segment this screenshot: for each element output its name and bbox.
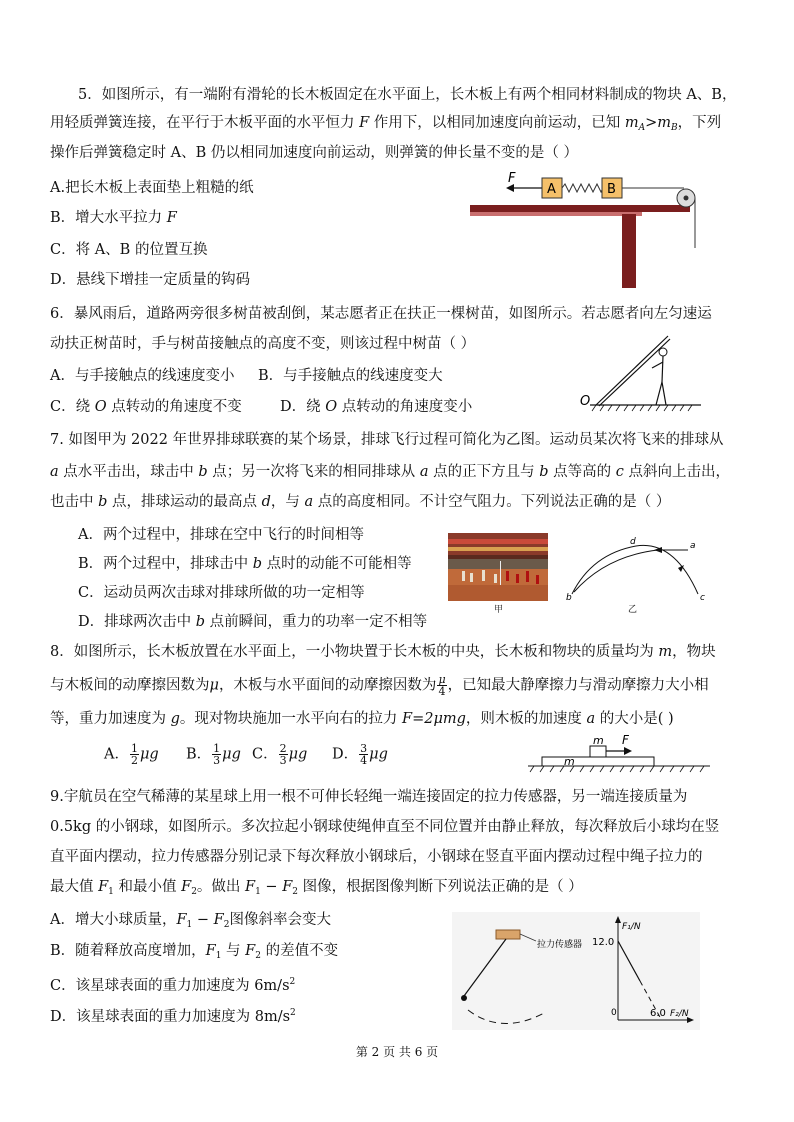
- q8-text: 等，重力加速度为: [50, 711, 171, 727]
- q7-caption-yi: 乙: [628, 605, 638, 615]
- q6-tree: [596, 336, 668, 405]
- q7-text: 点的高度相同。不计空气阻力。下列说法正确的是（ ）: [313, 494, 671, 510]
- q7-sym: b: [98, 494, 108, 510]
- q5-table-leg: [622, 214, 636, 288]
- q8-line-1: [50, 642, 716, 662]
- q9-force-sensor: [496, 930, 520, 939]
- q8-text: 8．如图所示，长木板放置在水平面上，一小物块置于长木板的中央，长木板和物块的质量均为: [50, 644, 659, 660]
- q7-option-b: [78, 554, 412, 574]
- q8-opt-frac: [212, 743, 221, 766]
- q5-option-a: A.把长木板上表面垫上粗糙的纸: [50, 180, 254, 196]
- q7-caption-jia: 甲: [494, 605, 504, 615]
- q8-option-c: [252, 743, 307, 766]
- q8-text: ，已知最大静摩擦力与滑动摩擦力大小相: [447, 677, 709, 694]
- q7-sym: a: [304, 494, 314, 510]
- q7-path-ab: [574, 550, 688, 592]
- q8-sym: m: [658, 644, 673, 660]
- q9-text: 与: [221, 943, 246, 959]
- q6-person: [659, 348, 667, 356]
- q8-sym: a: [586, 711, 596, 727]
- q9-sym: F: [245, 943, 256, 959]
- q8-frac-num: μ: [438, 673, 446, 686]
- q8-frac-den: 3: [213, 754, 221, 767]
- q9-option-b: [50, 941, 338, 966]
- q8-opt-tail: μg: [288, 746, 308, 763]
- q9-sym: F: [176, 912, 187, 928]
- q9-line-1: 9.宇航员在空气稀薄的某星球上用一根不可伸长轻绳一端连接固定的拉力传感器，另一端连接质量为: [50, 789, 688, 805]
- q5-fig-f: F: [508, 171, 516, 186]
- q7-sym: a: [419, 464, 429, 480]
- q9-sym: F: [205, 943, 216, 959]
- q5-line-3: 操作后弹簧稳定时 A、B 仍以相同加速度向前运动，则弹簧的伸长量不变的是（ ）: [50, 145, 578, 161]
- q5-mass-symbol: m: [624, 115, 639, 131]
- page-footer: 第 2 页 共 6 页: [355, 1045, 439, 1059]
- q7-line-2: [50, 462, 730, 482]
- q7-path-cdb: [572, 545, 698, 594]
- q9-minus: −: [192, 912, 214, 928]
- q7-sym: b: [198, 464, 208, 480]
- q6-option-b: B．与手接触点的线速度变大: [258, 368, 443, 384]
- q9-sym: F: [181, 879, 192, 895]
- q5-option-b-f: F: [166, 210, 177, 226]
- q8-line-2: [50, 674, 709, 697]
- q8-frac-den: 2: [130, 754, 138, 767]
- q7-sym: b: [252, 556, 263, 572]
- q5-sub-a: A: [638, 123, 646, 133]
- q5-option-b: [50, 208, 177, 228]
- q5-option-b-text: B．增大水平拉力: [50, 210, 167, 226]
- q5-sub-b: B: [671, 123, 678, 133]
- q9-line-4: [50, 877, 583, 902]
- q8-opt-tail: μg: [369, 746, 388, 763]
- q8-text: 。现对物块施加一水平向右的拉力: [179, 711, 403, 727]
- q8-sym: μ: [209, 677, 219, 694]
- q8-fraction-mu-4: [437, 674, 446, 697]
- q9-line-3: 直平面内摆动，拉力传感器分别记录下每次释放小钢球后，小钢球在竖直平面内摆动过程中绳子拉力的: [50, 849, 703, 865]
- q5-option-c: C．将 A、B 的位置互换: [50, 242, 208, 258]
- q8-opt-label: C．: [252, 746, 278, 763]
- q6-o: O: [94, 399, 107, 415]
- q9-text: 最大值: [50, 879, 99, 895]
- q8-opt-frac: [359, 743, 368, 766]
- q8-long-board: [542, 757, 654, 766]
- q7-trajectory-diagram: [566, 534, 712, 606]
- q8-frac-num: 3: [360, 742, 368, 755]
- q7-text: 点前瞬间，重力的功率一定不相等: [205, 614, 428, 630]
- q5-gt: >: [645, 115, 658, 131]
- q7-sym: d: [261, 494, 271, 510]
- q7-sym: c: [615, 464, 624, 480]
- q7-option-c: C．运动员两次击球对排球所做的功一定相等: [78, 585, 365, 601]
- q9-sub: 1: [215, 951, 222, 961]
- q9-y-value: 12.0: [592, 937, 615, 948]
- q9-option-c: [50, 972, 295, 996]
- q9-sym: F: [98, 879, 109, 895]
- q7-text: 点等高的: [548, 464, 616, 480]
- q7-label-c: c: [700, 593, 705, 603]
- q8-opt-tail: μg: [222, 746, 241, 763]
- q6-option-d: [280, 397, 472, 417]
- q9-sym: F: [282, 879, 293, 895]
- q8-fig-f: F: [622, 735, 629, 747]
- q7-text: 点的正下方且与: [428, 464, 540, 480]
- q7-text: 点斜向上击出，: [623, 464, 731, 480]
- q6-text: C．绕: [50, 399, 95, 415]
- q5-line-1: 5．如图所示，有一端附有滑轮的长木板固定在水平面上，长木板上有两个相同材料制成的物块 A、B，: [78, 87, 737, 103]
- q9-ball: [461, 995, 467, 1001]
- q9-text: 。做出: [196, 879, 246, 895]
- q8-fig-m-block: m: [593, 735, 604, 747]
- q9-text: D．该星球表面的重力加速度为 8m/s: [50, 1009, 291, 1025]
- q6-figure: [576, 330, 706, 415]
- q6-text: 点转动的角速度变小: [337, 399, 473, 415]
- q6-line-1: 6．暴风雨后，道路两旁很多树苗被刮倒，某志愿者正在扶正一棵树苗，如图所示。若志愿者向左匀速运: [50, 306, 712, 322]
- q9-line-2: 0.5kg 的小钢球，如图所示。多次拉起小钢球使绳伸直至不同位置并由静止释放，每次释放后小球均在竖: [50, 819, 720, 835]
- q7-sym: b: [539, 464, 549, 480]
- q7-text: 也击中: [50, 494, 99, 510]
- q8-opt-frac: [130, 743, 139, 766]
- q9-sensor-label: 拉力传感器: [537, 940, 583, 950]
- q5-fig-b: B: [607, 182, 616, 197]
- q5-line-2: [50, 113, 721, 138]
- q7-sym: b: [195, 614, 206, 630]
- q8-option-a: [104, 743, 159, 766]
- q5-text: 用轻质弹簧连接，在平行于木板平面的水平恒力: [50, 115, 360, 131]
- q8-frac-den: 4: [438, 685, 446, 698]
- q5-option-d: D．悬线下增挂一定质量的钩码: [50, 272, 251, 288]
- q5-board: [470, 205, 690, 212]
- q9-sub: 2: [292, 887, 298, 897]
- q9-sub: 1: [255, 887, 261, 897]
- q8-frac-num: 1: [213, 742, 221, 755]
- q7-text: 点水平击出，球击中: [58, 464, 199, 480]
- q9-option-a: [50, 910, 331, 935]
- q9-sup: 2: [289, 977, 296, 987]
- q5-figure: [462, 168, 712, 288]
- q8-text: ，木板与水平面间的动摩擦因数为: [218, 677, 437, 694]
- q6-option-c: [50, 397, 242, 417]
- q9-text: 和最小值: [113, 879, 182, 895]
- q8-opt-label: A．: [104, 746, 129, 763]
- q5-board-edge: [470, 212, 642, 216]
- q8-text: ，物块: [672, 644, 716, 660]
- q7-line-1: 7. 如图甲为 2022 年世界排球联赛的某个场景，排球飞行过程可简化为乙图。运动员某次将飞来的排球从: [50, 432, 724, 448]
- q5-mass-symbol: m: [657, 115, 672, 131]
- q8-opt-label: B．: [186, 746, 212, 763]
- q7-option-d: [78, 612, 427, 632]
- q8-frac-num: 2: [279, 742, 287, 755]
- q8-option-d: [332, 743, 388, 766]
- q9-option-d: [50, 1003, 296, 1027]
- q8-text: 与木板间的动摩擦因数为: [50, 677, 210, 694]
- q7-text: D．排球两次击中: [78, 614, 196, 630]
- q9-sub: 2: [223, 920, 230, 930]
- q6-line-2: 动扶正树苗时，手与树苗接触点的高度不变，则该过程中树苗（ ）: [50, 336, 476, 352]
- q7-text: 点时的动能不可能相等: [262, 556, 412, 572]
- q8-sym: F=2μmg: [402, 711, 466, 727]
- q8-figure: [524, 735, 714, 777]
- q9-sym: F: [245, 879, 256, 895]
- q8-frac-num: 1: [130, 742, 138, 755]
- q6-fig-o: O: [580, 394, 591, 409]
- q7-line-3: [50, 492, 670, 512]
- q9-text: 图像斜率会变大: [229, 912, 331, 928]
- q9-sub: 2: [255, 951, 261, 961]
- q9-minus: −: [260, 879, 283, 895]
- q7-text: B．两个过程中，排球击中: [78, 556, 253, 572]
- q9-sub: 2: [191, 887, 197, 897]
- q8-line-3: [50, 709, 674, 729]
- q9-origin: 0: [611, 1008, 617, 1018]
- q5-text: 作用下，以相同加速度向前运动，已知: [369, 115, 625, 131]
- q9-x-value: 6.0: [650, 1008, 666, 1019]
- q8-sym: g: [170, 711, 180, 727]
- q7-text: ，与: [270, 494, 305, 510]
- q9-text: A．增大小球质量，: [50, 912, 177, 928]
- q9-text: C．该星球表面的重力加速度为 6m/s: [50, 978, 290, 994]
- q8-fig-m-board: m: [564, 755, 575, 768]
- q8-opt-tail: μg: [139, 746, 159, 763]
- q6-text: 点转动的角速度不变: [106, 399, 242, 415]
- q9-text: B．随着释放高度增加，: [50, 943, 206, 959]
- q9-sym: F: [213, 912, 224, 928]
- q5-force-symbol: F: [359, 115, 370, 131]
- q9-text: 的差值不变: [260, 943, 339, 959]
- q8-option-b: [186, 743, 241, 766]
- q8-opt-frac: [279, 743, 288, 766]
- q9-sup: 2: [290, 1008, 296, 1018]
- q7-label-a: a: [690, 541, 696, 551]
- q8-frac-den: 3: [279, 754, 287, 767]
- q6-o: O: [325, 399, 338, 415]
- q8-text: ，则木板的加速度: [465, 711, 587, 727]
- q6-text: D．绕: [280, 399, 326, 415]
- q9-y-axis-label: F₁/N: [622, 922, 641, 932]
- q7-option-a: A．两个过程中，排球在空中飞行的时间相等: [78, 527, 364, 543]
- q9-figure: [452, 912, 700, 1030]
- q9-x-axis-label: F₂/N: [670, 1009, 689, 1019]
- q5-fig-a: A: [547, 182, 556, 197]
- q6-option-a: A．与手接触点的线速度变小: [50, 368, 235, 384]
- q8-block: [590, 746, 606, 757]
- q8-text: 的大小是( ): [595, 711, 674, 727]
- q7-label-b: b: [566, 593, 572, 603]
- q7-text: 点；另一次将飞来的相同排球从: [207, 464, 420, 480]
- q9-sub: 1: [108, 887, 114, 897]
- q5-text: ，下列: [677, 115, 722, 131]
- q7-volleyball-photo: [448, 533, 548, 601]
- q7-sym: a: [50, 464, 59, 480]
- q9-sub: 1: [186, 920, 193, 930]
- q8-opt-label: D．: [332, 746, 359, 763]
- q8-frac-den: 4: [360, 754, 368, 767]
- q7-text: 点，排球运动的最高点: [107, 494, 262, 510]
- q9-text: 图像，根据图像判断下列说法正确的是（ ）: [298, 879, 583, 895]
- q7-label-d: d: [630, 537, 636, 547]
